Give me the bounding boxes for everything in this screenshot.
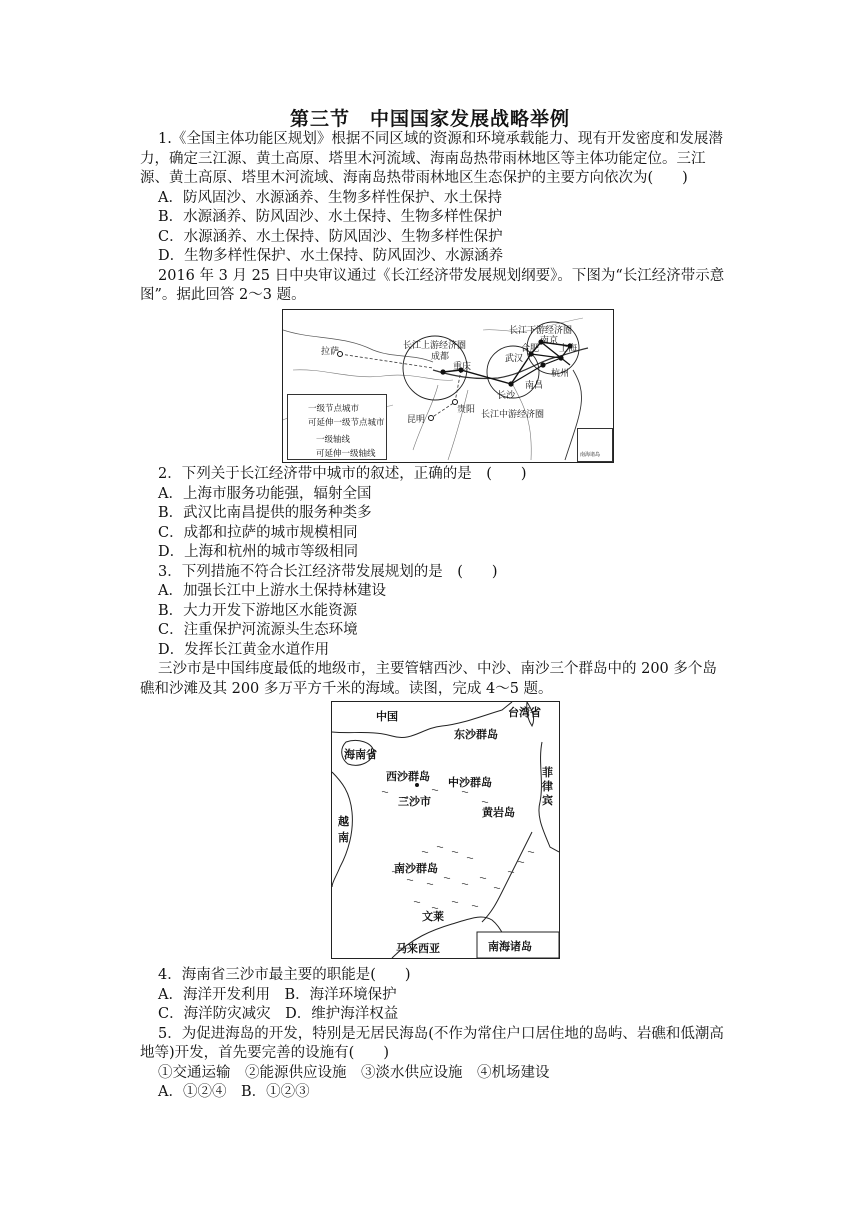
label-malaysia: 马来西亚	[396, 942, 440, 955]
questions-4-5	[140, 966, 730, 1103]
q2-option-a: A．上海市服务功能强，辐射全国	[158, 485, 372, 502]
option-a: A．防风固沙、水源涵养、生物多样性保护、水土保持	[158, 189, 502, 206]
south-china-sea-inset	[577, 428, 613, 462]
q2-option-c: C．成都和拉萨的城市规模相同	[158, 524, 358, 541]
label-china: 中国	[376, 710, 398, 723]
label-taiwan: 台湾省	[508, 706, 541, 719]
city-label-chengdu: 成都	[431, 352, 450, 362]
label-dongsha: 东沙群岛	[454, 728, 498, 741]
option-b: B．水源涵养、防风固沙、水土保持、生物多样性保护	[158, 209, 503, 225]
question-1	[140, 130, 730, 306]
label-zhongsha: 中沙群岛	[448, 776, 492, 789]
label-huangyan: 黄岩岛	[482, 806, 515, 819]
legend-extendable-axis: 可延伸一级轴线	[316, 449, 376, 459]
legend-primary-axis: 一级轴线	[316, 435, 351, 445]
yangtze-economic-belt-map	[282, 309, 614, 463]
q5-options: A．①②④ B．①②③	[158, 1084, 310, 1100]
label-brunei: 文莱	[422, 910, 444, 923]
inset-label: 南海诸岛	[580, 452, 601, 458]
q3-option-a: A．加强长江中上游水土保持林建设	[158, 583, 386, 599]
question-2-stem: 2．下列关于长江经济带中城市的叙述，正确的是 ( )	[158, 466, 527, 482]
city-label-changsha: 长沙	[497, 391, 516, 401]
city-label-nanjing: 南京	[540, 336, 559, 346]
questions-2-3	[140, 465, 730, 699]
q2-option-d: D．上海和杭州的城市等级相同	[158, 544, 359, 560]
passage-sansha: 三沙市是中国纬度最低的地级市，主要管辖西沙、中沙、南沙三个群岛中的 200 多个岛礁和沙滩及其 200 多万平方千米的海域。读图，完成 4～5 题。	[140, 661, 717, 697]
label-philippines: 菲律宾	[542, 766, 553, 807]
city-label-nanchang: 南昌	[525, 381, 544, 391]
city-label-shanghai: 上海	[559, 344, 578, 354]
q3-option-d: D．发挥长江黄金水道作用	[158, 641, 330, 658]
south-china-sea-map	[331, 701, 560, 959]
city-label-guiyang: 贵阳	[457, 405, 476, 415]
label-inset: 南海诸岛	[488, 940, 532, 953]
sea-map-drawing	[332, 702, 559, 958]
legend-extendable-node: 可延伸一级节点城市	[308, 418, 385, 428]
question-4-stem: 4．海南省三沙市最主要的职能是( )	[158, 967, 411, 983]
city-label-lasa: 拉萨	[321, 347, 340, 357]
city-label-wuhan: 武汉	[505, 354, 524, 364]
q3-option-c: C．注重保护河流源头生态环境	[158, 622, 358, 638]
label-vietnam: 越南	[338, 815, 349, 844]
label-nansha: 南沙群岛	[394, 862, 438, 875]
label-sansha: 三沙市	[398, 795, 431, 808]
lower-circle-label: 长江下游经济圈	[509, 326, 573, 336]
option-d: D．生物多样性保护、水土保持、防风固沙、水源涵养	[158, 248, 504, 264]
upper-circle-label: 长江上游经济圈	[403, 341, 467, 351]
label-xisha: 西沙群岛	[386, 770, 430, 783]
page-title: 第三节 中国国家发展战略举例	[289, 108, 570, 130]
city-label-hangzhou: 杭州	[551, 369, 570, 379]
city-label-hefei: 合肥	[521, 344, 540, 354]
city-label-kunming: 昆明	[407, 415, 426, 425]
q5-items: ①交通运输 ②能源供应设施 ③淡水供应设施 ④机场建设	[158, 1064, 550, 1081]
legend-primary-node: 一级节点城市	[308, 404, 360, 414]
label-hainan: 海南省	[344, 748, 377, 761]
map-legend	[287, 394, 387, 460]
question-3-stem: 3．下列措施不符合长江经济带发展规划的是 ( )	[158, 563, 498, 580]
q4-options-ab: A．海洋开发利用 B．海洋环境保护	[158, 986, 397, 1003]
option-c: C．水源涵养、水土保持、防风固沙、生物多样性保护	[158, 228, 503, 245]
city-label-chongqing: 重庆	[453, 362, 472, 372]
passage-yangtze: 2016 年 3 月 25 日中央审议通过《长江经济带发展规划纲要》。下图为“长江经济带示意图”。据此回答 2～3 题。	[140, 267, 725, 303]
q3-option-b: B．大力开发下游地区水能资源	[158, 602, 358, 619]
question-stem: 1.《全国主体功能区规划》根据不同区域的资源和环境承载能力、现有开发密度和发展潜力，确定三江源、黄土高原、塔里木河流域、海南岛热带雨林地区等主体功能定位。三江源、黄土高原、塔里木河流域、海南岛热带雨林地区生态保护的主要方向依次为( )	[140, 131, 723, 186]
q2-option-b: B．武汉比南昌提供的服务种类多	[158, 505, 372, 521]
question-5-stem: 5．为促进海岛的开发，特别是无居民海岛(不作为常住户口居住地的岛屿、岩礁和低潮高地等)开发，首先要完善的设施有( )	[140, 1025, 724, 1061]
middle-circle-label: 长江中游经济圈	[481, 410, 545, 420]
q4-options-cd: C．海洋防灾减灾 D．维护海洋权益	[158, 1006, 399, 1022]
